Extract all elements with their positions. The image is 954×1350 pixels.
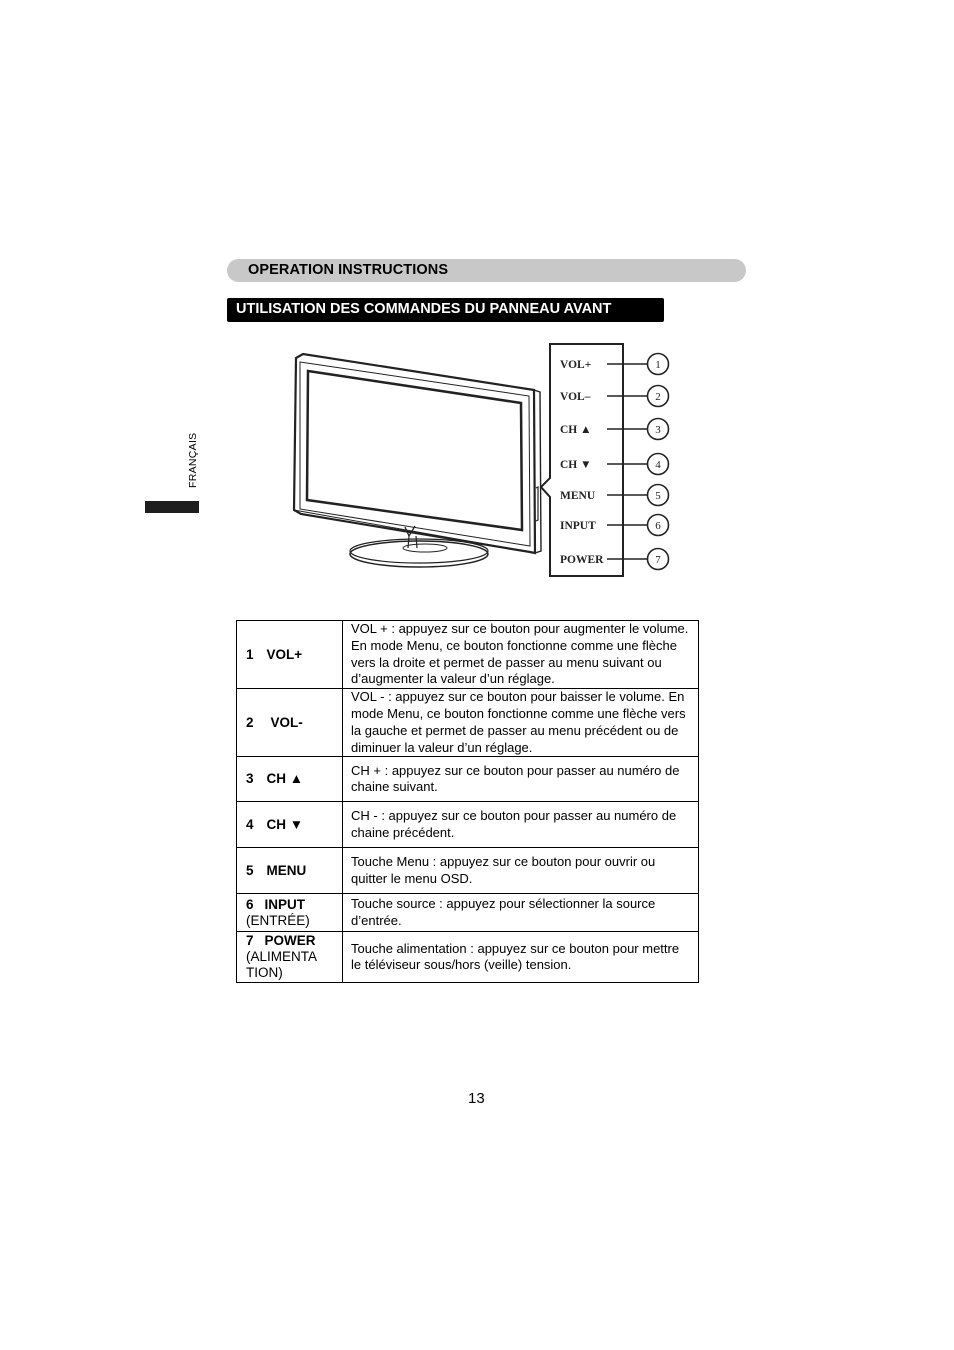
row-description: CH - : appuyez sur ce bouton pour passer au numéro de chaine précédent. [343,802,699,848]
diagram-button-label: VOL+ [560,359,592,371]
table-key-cell [237,757,343,802]
front-panel-buttons-table [236,620,699,983]
row-button-name: POWER [264,933,316,949]
row-description: VOL + : appuyez sur ce bouton pour augmenter le volume. En mode Menu, ce bouton fonctionne comme une flèche vers la droite et permet de passer au menu suivant ou d’augmenter la valeur d’un réglage. [343,621,699,689]
row-description: Touche Menu : appuyez sur ce bouton pour ouvrir ou quitter le menu OSD. [343,848,699,894]
row-description: Touche alimentation : appuyez sur ce bouton pour mettre le téléviseur sous/hors (veille) tension. [343,932,699,983]
row-description: CH + : appuyez sur ce bouton pour passer au numéro de chaine suivant. [343,757,699,802]
diagram-button-label: CH ▲ [560,424,592,436]
table-key-cell [237,689,343,757]
table-row [237,932,699,983]
row-number: 5 [246,862,254,878]
row-number: 3 [246,771,254,787]
section-header-bar [227,259,746,282]
table-row [237,621,699,689]
callout-number: 1 [655,359,661,371]
language-tab-label: FRANÇAIS [187,432,199,488]
row-number: 2 [246,714,254,730]
callout-number: 5 [655,490,661,502]
tv-front-panel-diagram [285,340,690,585]
diagram-button-label: POWER [560,554,604,566]
table-row [237,757,699,802]
header-title: OPERATION INSTRUCTIONS [248,262,449,278]
diagram-button-label: INPUT [560,520,596,532]
row-button-name: CH ▲ [266,771,304,787]
tv-illustration [294,354,541,567]
callout-number: 6 [655,520,661,532]
diagram-button-label: MENU [560,490,596,502]
callout-number: 2 [655,391,661,403]
row-number: 1 [246,646,254,662]
table-key-cell [237,621,343,689]
language-tab-marker [145,501,199,513]
row-button-name: CH ▼ [266,816,304,832]
row-button-translation: (ENTRÉE) [246,912,310,928]
page-number: 13 [468,1090,485,1107]
row-button-name: VOL- [270,714,303,730]
row-number: 6 [246,896,254,912]
button-callouts [560,354,669,570]
callout-number: 3 [655,424,661,436]
row-button-name: MENU [266,862,307,878]
section-title: UTILISATION DES COMMANDES DU PANNEAU AVANT [227,298,664,322]
diagram-button-label: VOL– [560,391,591,403]
table-key-cell [237,848,343,894]
row-description: Touche source : appuyez pour sélectionner la source d’entrée. [343,894,699,932]
row-button-translation: (ALIMENTA TION) [246,949,317,981]
row-number: 7 [246,933,254,949]
table-key-cell [237,802,343,848]
table-row [237,689,699,757]
table-key-cell [237,932,343,983]
table-key-cell [237,894,343,932]
row-description: VOL - : appuyez sur ce bouton pour baisser le volume. En mode Menu, ce bouton fonctionne comme une flèche vers la gauche et permet de passer au menu précédent ou de diminuer la valeur d’un réglage. [343,689,699,757]
diagram-button-label: CH ▼ [560,459,592,471]
table-row [237,848,699,894]
callout-number: 4 [655,459,661,471]
row-button-name: VOL+ [266,646,303,662]
row-number: 4 [246,816,254,832]
table-row [237,802,699,848]
table-row [237,894,699,932]
callout-number: 7 [655,554,661,566]
row-button-name: INPUT [264,896,306,912]
